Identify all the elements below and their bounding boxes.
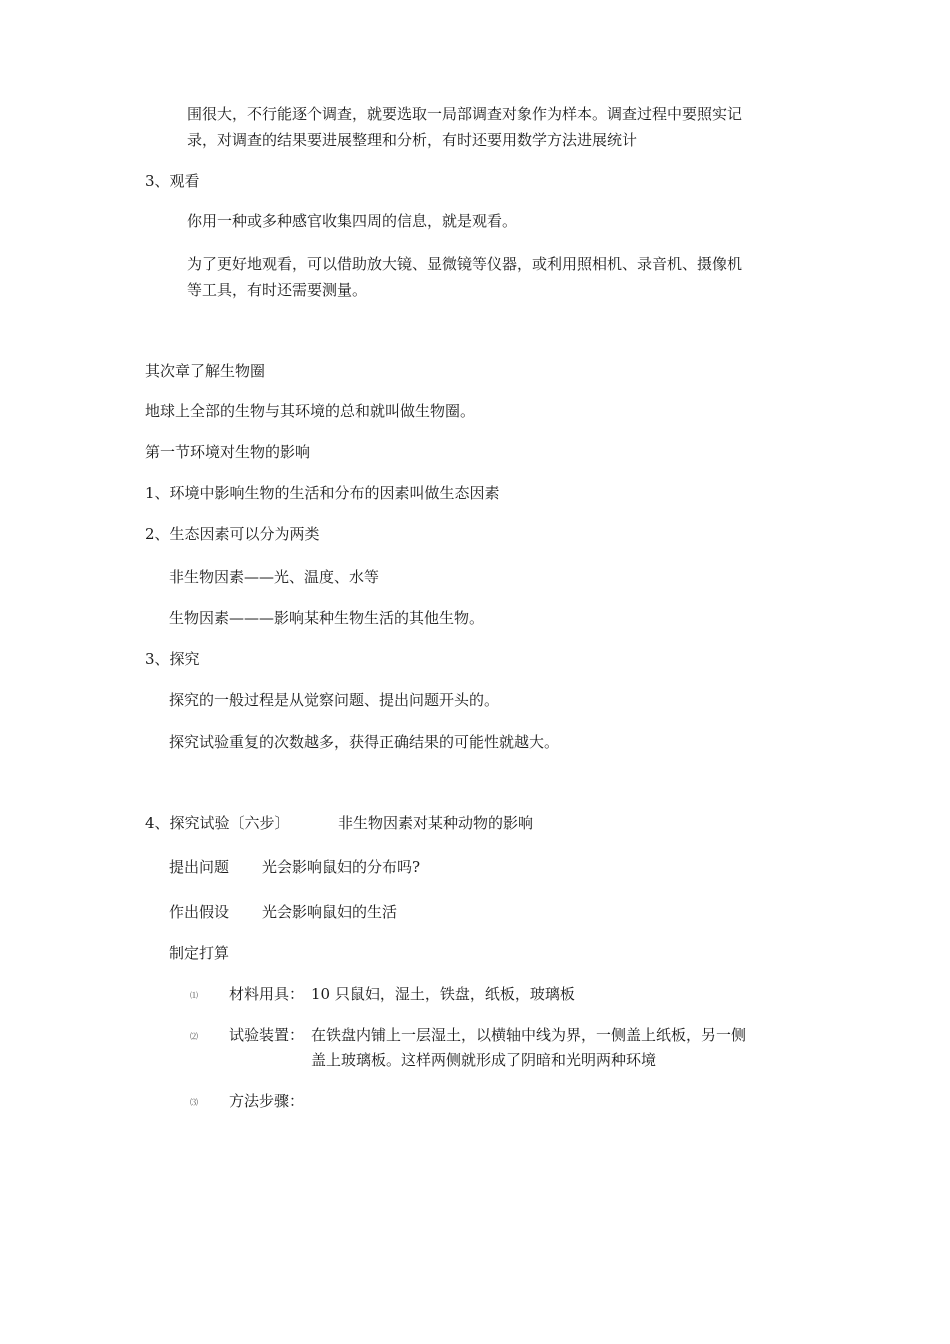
experiment-topic: 非生物因素对某种动物的影响 bbox=[338, 814, 534, 832]
observe-paragraph-1: 你用一种或多种感官收集四周的信息，就是观看。 bbox=[187, 212, 518, 230]
biotic-factors: 生物因素———影响某种生物生活的其他生物。 bbox=[169, 609, 485, 627]
step-marker: ⑵ bbox=[190, 1032, 198, 1041]
abiotic-factors: 非生物因素——光、温度、水等 bbox=[169, 568, 380, 586]
observe-paragraph-2-line-1: 为了更好地观看，可以借助放大镜、显微镜等仪器，或利用照相机、录音机、摄像机 bbox=[187, 255, 743, 273]
section-title: 第一节环境对生物的影响 bbox=[145, 443, 311, 461]
question-label: 提出问题 bbox=[169, 858, 230, 876]
step-label: 材料用具： bbox=[229, 985, 305, 1003]
step-label: 试验装置： bbox=[229, 1026, 305, 1044]
experiment-heading: 4、探究试验〔六步〕 bbox=[145, 814, 290, 832]
hypothesis-text: 光会影响鼠妇的生活 bbox=[262, 903, 398, 921]
list-item-1: 1、环境中影响生物的生活和分布的因素叫做生态因素 bbox=[145, 484, 500, 502]
hypothesis-label: 作出假设 bbox=[169, 903, 230, 921]
question-text: 光会影响鼠妇的分布吗? bbox=[262, 858, 421, 876]
chapter-title: 其次章了解生物圈 bbox=[145, 362, 266, 380]
plan-label: 制定打算 bbox=[169, 944, 230, 962]
step-marker: ⑴ bbox=[190, 991, 198, 1000]
step-marker: ⑶ bbox=[190, 1098, 198, 1107]
step-text: 在铁盘内铺上一层湿土，以横轴中线为界，一侧盖上纸板，另一侧 bbox=[311, 1026, 747, 1044]
inquiry-paragraph-2: 探究试验重复的次数越多，获得正确结果的可能性就越大。 bbox=[169, 733, 560, 751]
step-text-continued: 盖上玻璃板。这样两侧就形成了阴暗和光明两种环境 bbox=[311, 1051, 657, 1069]
intro-line-2: 录，对调查的结果要进展整理和分析，有时还要用数学方法进展统计 bbox=[187, 131, 638, 149]
intro-line-1: 围很大，不行能逐个调查，就要选取一局部调查对象作为样本。调查过程中要照实记 bbox=[187, 105, 743, 123]
list-item-2: 2、生态因素可以分为两类 bbox=[145, 525, 320, 543]
inquiry-paragraph-1: 探究的一般过程是从觉察问题、提出问题开头的。 bbox=[169, 691, 500, 709]
biosphere-definition: 地球上全部的生物与其环境的总和就叫做生物圈。 bbox=[145, 402, 476, 420]
observe-heading: 3、观看 bbox=[145, 172, 200, 190]
step-label: 方法步骤： bbox=[229, 1092, 305, 1110]
observe-paragraph-2-line-2: 等工具，有时还需要测量。 bbox=[187, 281, 368, 299]
step-text: 10 只鼠妇，湿土，铁盘，纸板，玻璃板 bbox=[311, 985, 575, 1003]
list-item-3: 3、探究 bbox=[145, 650, 200, 668]
